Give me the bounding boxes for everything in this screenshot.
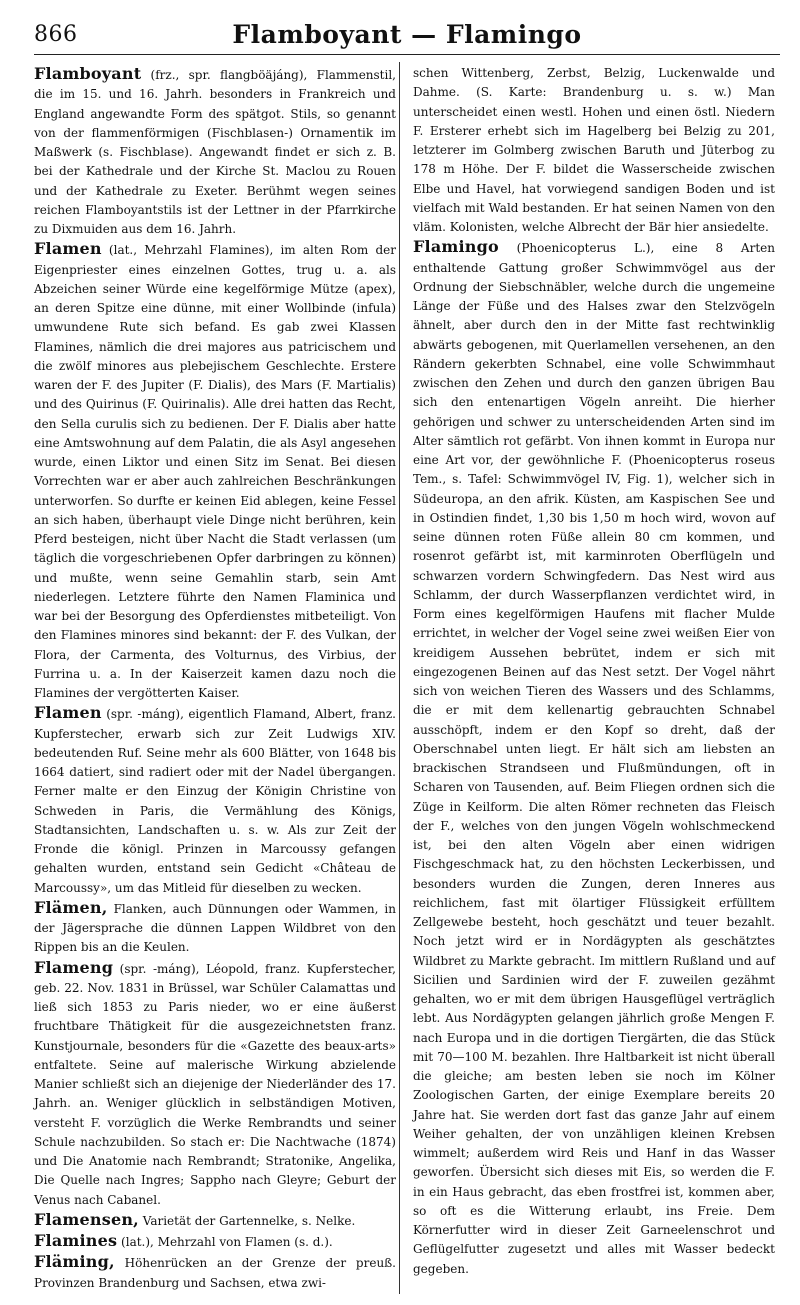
entry-headword: Flamen — [34, 703, 102, 723]
left-column — [34, 64, 396, 1293]
dictionary-entry — [34, 703, 396, 898]
entry-text: schen Wittenberg, Zerbst, Belzig, Luckenwalde und Dahme. (S. Karte: Brandenburg u. s. w.) Man unterscheidet einen westl. Hohen und einen östl. Niedern F. Ersterer erhebt sich im Hagelberg bei Belzig zu 201, letzterer im Golmberg zwischen Baruth und Jüterbog zu 178 m Höhe. Der F. bildet die Wasserscheide zwischen Elbe und Havel, hat vorwiegend sandigen Boden und ist vielfach mit Wald bestanden. Er hat seinen Namen von den vläm. Kolonisten, welche Albrecht der Bär hier ansiedelte. — [413, 66, 775, 234]
entry-headword: Flamensen, — [34, 1209, 139, 1229]
dictionary-entry — [34, 898, 396, 958]
entry-headword: Flamines — [34, 1231, 118, 1250]
entry-headword: Fläming, — [34, 1252, 115, 1272]
entry-headword: Flamingo — [413, 237, 499, 257]
entry-text: Höhenrücken an der Grenze der preuß. Provinzen Brandenburg und Sachsen, etwa zwi- — [34, 1256, 396, 1290]
dictionary-entry — [413, 64, 775, 237]
entry-text: Flanken, auch Dünnungen oder Wammen, in der Jägersprache die dünnen Lappen Wildbret von den Rippen bis an die Keulen. — [34, 901, 396, 955]
dictionary-entry — [34, 239, 396, 703]
dictionary-entry — [34, 1210, 396, 1231]
entry-text: (Phoenicopterus L.), eine 8 Arten enthaltende Gattung großer Schwimmvögel aus der Ordnung der Siebschnäbler, welche durch die ungemeine Länge der Füße und des Halses zwar den Stelzvögeln ähnelt, aber durch den in der Mitte fast rechtwinklig abwärts gebogenen, mit Querlamellen versehenen, an den Rändern gekerbten Schnabel, eine volle Schwimmhaut zwischen den Zehen und durch den ganzen übrigen Bau sich den entenartigen Vögeln anreiht. Die hierher gehörigen und schwer zu unterscheidenden Arten sind im Alter sämtlich rot gefärbt. Von ihnen kommt in Europa nur eine Art vor, der gewöhnliche F. (Phoenicopterus roseus Tem., s. Tafel: Schwimmvögel IV, Fig. 1), welcher sich in Südeuropa, an den afrik. Küsten, am Kaspischen See und in Ostindien findet, 1,30 bis 1,50 m hoch wird, wovon auf seine dünnen roten Füße allein 80 cm kommen, und rosenrot gefärbt ist, mit karminroten Oberflügeln und schwarzen vordern Schwingfedern. Das Nest wird aus Schlamm, der durch Wasserpflanzen verdichtet wird, in Form eines kegelförmigen Haufens mit flacher Mulde errichtet, in welcher der Vogel seine zwei weißen Eier von kreidigem Aussehen bebrütet, indem er sich mit eingezogenen Beinen auf das Nest setzt. Der Vogel nährt sich von weichen Tieren des Wassers und des Schlamms, die er mit dem kellenartig gebrauchten Schnabel ausschöpft, indem er den Kopf so dreht, daß der Oberschnabel unten liegt. Er hält sich am liebsten an brackischen Strandseen und Flußmündungen, oft in Scharen von Tausenden, auf. Beim Fliegen ordnen sich die Züge in Keilform. Die alten Römer rechneten das Fleisch der F., welches von den jungen Vögeln wohlschmeckend ist, bei den alten Vögeln aber einen widrigen Fischgeschmack hat, zu den höchsten Leckerbissen, und besonders wurden die Zungen, deren Inneres aus reichlichem, fast mit ölartiger Flüssigkeit erfülltem Zellgewebe besteht, hoch geschätzt und teuer bezahlt. Noch jetzt wird er in Nordägypten als geschätztes Wildbret zu Markte gebracht. Im mittlern Rußland und auf Sicilien und Sardinien wird der F. zuweilen gezähmt gehalten, wo er mit dem übrigen Hausgeflügel verträglich lebt. Aus Nordägypten gelangen jährlich große Mengen F. nach Europa und in die dortigen Tiergärten, die das Stück mit 70—100 M. bezahlen. Ihre Haltbarkeit ist nicht überall die gleiche; am besten leben sie noch im Kölner Zoologischen Garten, der einige Exemplare bereits 20 Jahre hat. Sie werden dort fast das ganze Jahr auf einem Weiher gehalten, der von unzähligen kleinen Krebsen wimmelt; außerdem wird Reis und Hanf in das Wasser geworfen. Übersicht sich dieses mit Eis, so werden die F. in ein Haus gebracht, das eben frostfrei ist, kommen aber, so oft es die Witterung erlaubt, ins Freie. Dem Körnerfutter wird in dieser Zeit Garneelenschrot und Geflügelfutter zugesetzt und alles mit Wasser bedeckt gegeben. — [413, 241, 775, 1276]
right-column — [413, 64, 775, 1279]
entry-text: (lat., Mehrzahl Flamines), im alten Rom der Eigenpriester eines einzelnen Gottes, trug u. a. als Abzeichen seiner Würde eine kegelförmige Mütze (apex), an deren Spitze eine dünne, mit einer Wollbinde (infula) umwundene Rute sich befand. Es gab zwei Klassen Flamines, nämlich die drei majores aus patricischem und die zwölf minores aus plebejischem Geschlechte. Erstere waren der F. des Jupiter (F. Dialis), des Mars (F. Martialis) und des Quirinus (F. Quirinalis). Alle drei hatten das Recht, den Sella curulis sich zu bedienen. Der F. Dialis aber hatte eine Amtswohnung auf dem Palatin, die als Asyl angesehen wurde, einen Liktor und einen Sitz im Senat. Bei diesen Vorrechten war er aber auch zahlreichen Beschränkungen unterworfen. So durfte er keinen Eid ablegen, keine Fessel an sich haben, überhaupt viele Dinge nicht berühren, kein Pferd besteigen, nicht über Nacht die Stadt verlassen (um täglich die vorgeschriebenen Opfer darbringen zu können) und mußte, wenn seine Gemahlin starb, sein Amt niederlegen. Letztere führte den Namen Flaminica und war bei der Besorgung des Opferdienstes mitbeteiligt. Von den Flamines minores sind bekannt: der F. des Vulkan, der Flora, der Carmenta, des Volturnus, des Virbius, der Furrina u. a. In der Kaiserzeit kamen dazu noch die Flamines der vergötterten Kaiser. — [34, 243, 396, 700]
entry-text: (spr. -máng), eigentlich Flamand, Albert, franz. Kupferstecher, erwarb sich zur Zeit Ludwigs XIV. bedeutenden Ruf. Seine mehr als 600 Blätter, von 1648 bis 1664 datiert, sind radiert oder mit der Nadel übergangen. Ferner malte er den Einzug der Königin Christine von Schweden in Paris, die Vermählung des Königs, Stadtansichten, Landschaften u. s. w. Als zur Zeit der Fronde die königl. Prinzen in Marcoussy gefangen gehalten wurden, entstand sein Gedicht «Château de Marcoussy», um das Mitleid für dieselben zu wecken. — [34, 707, 396, 895]
entry-headword: Flamen — [34, 239, 102, 259]
dictionary-entry — [413, 237, 775, 1279]
entry-headword: Flämen, — [34, 897, 108, 917]
entry-text: (lat.), Mehrzahl von Flamen (s. d.). — [117, 1235, 333, 1249]
entry-headword: Flamboyant — [34, 64, 142, 83]
page-number: 866 — [34, 22, 78, 47]
dictionary-entry — [34, 958, 396, 1210]
page-header — [34, 20, 780, 55]
entry-text: Varietät der Gartennelke, s. Nelke. — [138, 1213, 356, 1228]
dictionary-entry — [34, 1231, 396, 1252]
column-divider — [399, 62, 400, 1294]
dictionary-entry — [34, 1252, 396, 1293]
entry-headword: Flameng — [34, 957, 114, 977]
entry-text: (spr. -máng), Léopold, franz. Kupferstecher, geb. 22. Nov. 1831 in Brüssel, war Schüler Calamattas und ließ sich 1853 zu Paris nieder, wo er eine äußerst fruchtbare Thätigkeit für die ausgezeichnetsten franz. Kunstjournale, besonders für die «Gazette des beaux-arts» entfaltete. Seine auf malerische Wirkung abzielende Manier schließt sich an diejenige der Niederländer des 17. Jahrh. an. Weniger glücklich in selbständigen Motiven, versteht F. vorzüglich die Werke Rembrandts und seiner Schule nachzubilden. So stach er: Die Nachtwache (1874) und Die Anatomie nach Rembrandt; Stratonike, Angelika, Die Quelle nach Ingres; Sappho nach Gleyre; Geburt der Venus nach Cabanel. — [34, 961, 396, 1207]
entry-text: (frz., spr. flangböäjáng), Flammenstil, die im 15. und 16. Jahrh. besonders in Frankreich und England angewandte Form des spätgot. Stils, so genannt von der flammenförmigen (Fischblasen-) Ornamentik im Maßwerk (s. Fischblase). Angewandt findet er sich z. B. bei der Kathedrale und der Kirche St. Maclou zu Rouen und der Kathedrale zu Exeter. Berühmt wegen seines reichen Flamboyantstils ist der Lettner in der Pfarrkirche zu Dixmuiden aus dem 16. Jahrh. — [34, 68, 396, 236]
running-head: Flamboyant — Flamingo — [232, 20, 582, 49]
dictionary-entry — [34, 64, 396, 239]
